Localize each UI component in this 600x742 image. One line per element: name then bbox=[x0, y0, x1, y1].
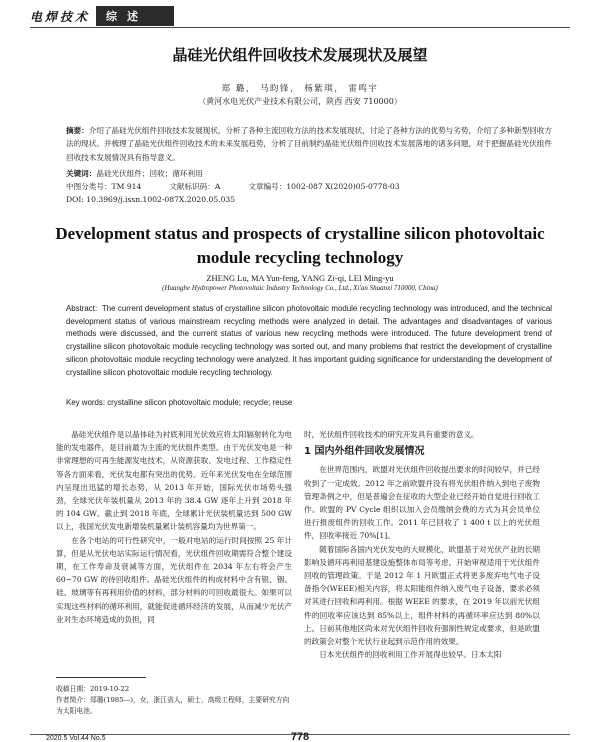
abstract-en bbox=[66, 303, 552, 379]
author-bio: 作者简介：郑璐(1985—)，女，浙江省人，硕士，高级工程师，主要研究方向为太阳电池。 bbox=[56, 696, 290, 715]
body-paragraph: 在世界范围内，欧盟对光伏组件回收提出要求的时间较早，并已经收到了一定成效。2012 年之前欧盟并没有将光伏组件纳入到电子废物管理条例之中，但是普遍会在征收的大型企业已经开始自觉进行回收工作。欧盟的 PV Cycle 组织以加入会员缴纳会费的方式为其会员单位进行报废组件的回收工作。2011 年已回收了 1 400 t 以上的光伏组件，回收率接近 70%[1]。 bbox=[304, 465, 540, 541]
abstract-en-label: Abstract: bbox=[66, 304, 98, 313]
abstract-cn-text: 介绍了晶硅光伏组件回收技术发展现状，分析了各种主流回收方法的技术发展现状，讨论了各种方法的优势与劣势，介绍了多种新型回收方法的现状。并梳理了晶硅光伏组件回收技术的未来发展趋势，分析了目前制约晶硅光伏组件回收技术发展落地的诸多问题，对于把握晶硅光伏组件回收技术发展情况具有指导意义。 bbox=[66, 126, 552, 162]
classification-row bbox=[66, 181, 428, 192]
article-number: 文章编号：1002-087 X(2020)05-0778-03 bbox=[248, 182, 400, 191]
document-code: 文献标识码：A bbox=[169, 182, 221, 191]
keywords-en bbox=[66, 398, 552, 407]
abstract-cn bbox=[66, 124, 552, 164]
abstract-en-text: The current development status of crystalline silicon photovoltaic module recycling technology was introduced, and the technical development status of various mainstream recycling methods were analyzed in detail. The advantages and disadvantages of various methods were discussed, and the current status of various new recycling methods were introduced. The future development trend of crystalline silicon photovoltaic module recycling technology was sorted out, and many problems that restrict the development of crystalline silicon photovoltaic module recycling technology were analyzed. It has important guiding significance for understanding the development of crystalline silicon photovoltaic module recycling technology. bbox=[66, 304, 552, 377]
section-heading-1: 1 国内外组件回收发展情况 bbox=[304, 446, 425, 458]
footnote bbox=[56, 684, 292, 717]
body-paragraph: 随着国际各国内光伏发电的大规模化，欧盟基于对光伏产业的长期影响及循环再利用基建设施整体布局等考虑，开始审视适用于光伏组件回收的管理政策。于是 2012 年 1 月欧盟正式将更多废弃电气电子设备指令(WEEE)相关内容，将太阳能组件纳入废气电子设备，要求必须对其进行回收和再利用。根据 WEEE 的要求，在 2019 年以前光伏组件的回收率应该达到 85%以上，组件材料的再循环率应达到 80%以上。日前其他地区尚未对光伏组件回收有强制性规定或要求，但是欧盟的政策会对整个光伏行业起到示范作用的效果。 bbox=[304, 544, 540, 647]
body-column-left bbox=[56, 428, 292, 626]
doi: DOI: 10.3969/j.issn.1002-087X.2020.05.035 bbox=[66, 195, 236, 204]
affiliation-cn: （黄河水电光伏产业技术有限公司，陕西 西安 710000） bbox=[198, 97, 402, 106]
body-column-right bbox=[304, 428, 540, 661]
received-date: 收稿日期：2019-10-22 bbox=[56, 685, 130, 693]
body-paragraph: 晶硅光伏组件是以晶体硅为衬底利用光伏效应将太阳辐射转化为电能的发电器件，是目前最为主流的光伏组件类型。由于光伏发电是一种非常理想的可再生能源发电技术，从资源获取、发电过程、工作稳定性等各方面来看，光伏发电都有突出的优势。近年来光伏发电在全球范围内呈现出迅猛的增长态势，从 2013 年开始，国际光伏市场势头强劲，全球光伏年装机量从 2013 年的 38.4 GW 逐年上升到 2018 年的 104 GW。截止到 2018 年底，全球累计光伏装机量达到 500 GW 以上，我国光伏发电新增装机量累计装机容量均为世界第一。 bbox=[56, 430, 292, 532]
title-cn: 晶硅光伏组件回收技术发展现状及展望 bbox=[172, 46, 428, 64]
journal-header bbox=[30, 6, 174, 26]
body-paragraph: 时，光伏组件回收技术的研究开发具有重要的意义。 bbox=[304, 430, 479, 439]
keywords-en-text: crystalline silicon photovoltaic module; recycle; reuse bbox=[107, 398, 293, 407]
affiliation-en: (Huanghe Hydropower Photovoltaic Industry Technology Co., Ltd., Xi'an Shaanxi 710000, China) bbox=[162, 284, 438, 292]
keywords-cn-text: 晶硅光伏组件；回收；循环利用 bbox=[96, 169, 203, 178]
clc-number: 中图分类号：TM 914 bbox=[66, 182, 142, 191]
title-en: Development status and prospects of crystalline silicon photovoltaic module recycling technology bbox=[55, 224, 545, 267]
page-number: 778 bbox=[290, 731, 310, 742]
keywords-en-label: Key words: bbox=[66, 398, 106, 407]
journal-name: 电焊技术 bbox=[30, 9, 91, 24]
footnote-divider bbox=[56, 677, 146, 678]
authors-en: ZHENG Lu, MA Yun-feng, YANG Zi-qi, LEI Ming-yu bbox=[206, 273, 394, 283]
authors-cn: 郑 璐， 马昀锋， 杨紫琪， 雷鸣宇 bbox=[221, 84, 379, 94]
issue-info: 2020.5 Vol.44 No.5 bbox=[46, 735, 106, 742]
keywords-cn-label: 关键词： bbox=[66, 169, 97, 178]
body-paragraph: 在各个电站的可行性研究中，一般对电站的运行时间按照 25 年计算，但是从光伏电站实际运行情况看，光伏组件回收期需符合整个建设期，在工作寿命及衰减等方面，光伏组件在 2034 年左右将会产生 60~70 GW 的待回收组件。晶硅光伏组件的构成材料中含有银、铟、硅、玻璃等有再利用价值的材料，部分材料的可回收最很大。如果可以实现这些材料的循环利用，就能促进循环经济的发展，从而减少光伏产业对生态环境造成的负担，同 bbox=[56, 535, 292, 624]
keywords-cn bbox=[66, 167, 552, 180]
abstract-cn-label: 摘要： bbox=[66, 126, 89, 135]
body-paragraph: 日本光伏组件的回收利用工作开展得也较早。日本太阳 bbox=[319, 650, 502, 660]
section-badge: 综述 bbox=[96, 6, 174, 26]
header-divider bbox=[30, 27, 570, 28]
